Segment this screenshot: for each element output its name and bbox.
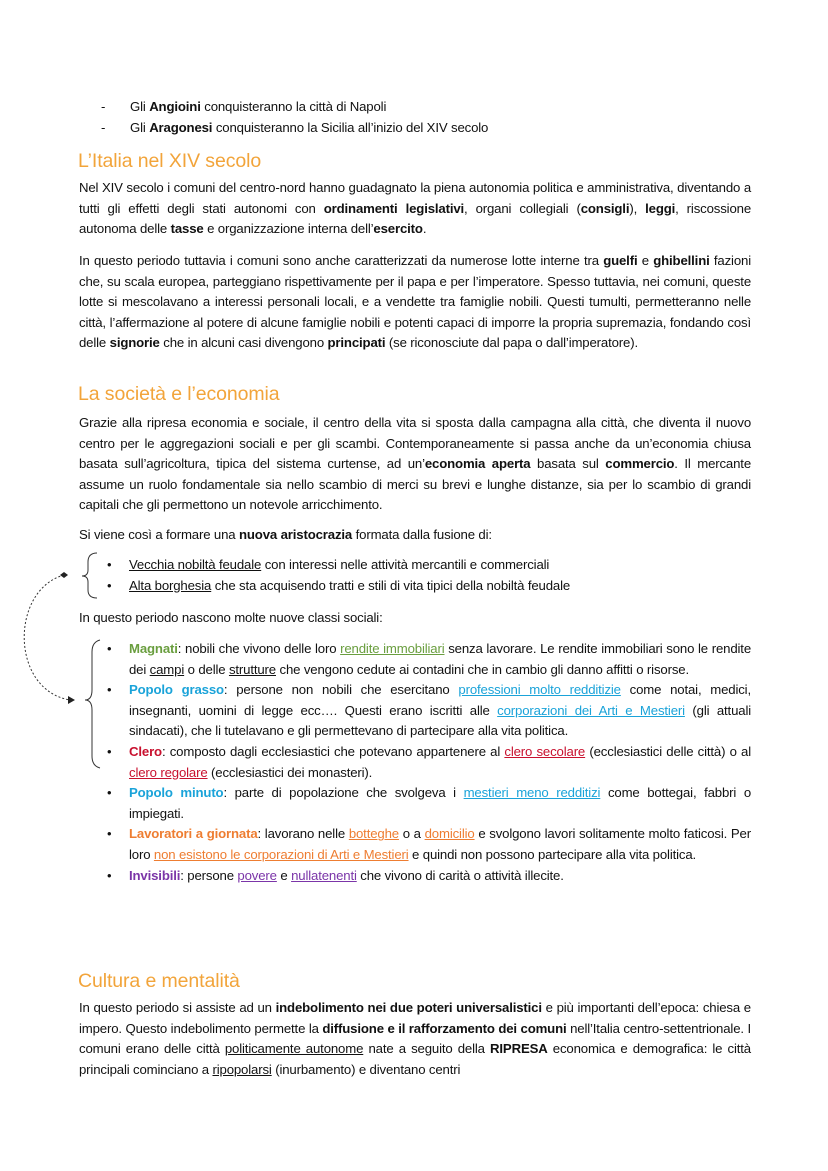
bold-term: nuova aristocrazia (239, 527, 353, 542)
bold-term: principati (327, 335, 386, 351)
brace-aristocracy (82, 553, 97, 598)
bold-term: ordinamenti legislativi (323, 200, 465, 216)
paragraph-guelfi-ghibellini (79, 251, 751, 354)
text-run: basata sul (530, 456, 606, 472)
text-run: , riscossione autonoma delle (79, 200, 751, 237)
text-run: Grazie alla ripresa economia e sociale, il centro della vita si sposta dalla campagna alla città, che diventa il nuovo centro per le aggregazioni sociali e per gli scambi. Contemporaneamente si passa anche da un’economia chiusa basata sull’agricoltura, tipica del sistema curtense, ad un’ (79, 415, 751, 472)
intro-item-aragonesi (130, 118, 730, 139)
underlined-term: politicamente autonome (224, 1041, 364, 1057)
text-run: e quindi non possono partecipare alla vita politica. (408, 846, 697, 862)
text-run: e più importanti dell’epoca: chiesa e impero. Questo indebolimento permette la (79, 1000, 751, 1036)
bold-term: RIPRESA (490, 1041, 548, 1057)
text-run: conquisteranno la Sicilia all’inizio del XIV secolo (212, 120, 489, 135)
brace-classes (85, 640, 100, 768)
text-run: ), (629, 200, 646, 216)
text-run: Gli (130, 99, 150, 114)
paragraph-autonomia (79, 178, 751, 240)
bold-term: esercito (373, 221, 423, 237)
text-run: nell’Italia centro-settentrionale. I comuni erano delle città (79, 1020, 751, 1057)
dotted-arrow-curve (24, 575, 70, 700)
bold-term: consigli (580, 200, 630, 216)
text-run: . Il mercante assume un ruolo fondamentale sia nello scambio di merci su brevi e lunghe distanze, sia per lo scambio di grandi capitali che gli permettono un notevole arricchimento. (79, 456, 752, 513)
text-run: : persone (180, 867, 238, 883)
underlined-term: domicilio (424, 826, 475, 842)
text-run: . (422, 221, 427, 237)
underlined-term: clero secolare (504, 743, 586, 759)
bold-term: diffusione e il rafforzamento dei comuni (322, 1020, 567, 1036)
text-run: Nel XIV secolo i comuni del centro-nord hanno guadagnato la piena autonomia politica e amministrativa, diventando a tutti gli effetti degli stati autonomi con (79, 180, 751, 216)
text-run: : composto dagli ecclesiastici che potevano appartenere al (161, 743, 505, 759)
paragraph-economia (79, 413, 751, 516)
text-run: e (276, 867, 292, 883)
underlined-term: corporazioni dei Arti e Mestieri (497, 702, 685, 718)
underlined-term: ripopolarsi (212, 1061, 272, 1077)
list-item (107, 866, 751, 887)
bullet-icon: • (107, 826, 112, 842)
social-classes-list (107, 639, 751, 886)
bold-term: economia aperta (424, 456, 531, 472)
text-run: e organizzazione interna dell’ (203, 221, 374, 237)
text-run: o delle (184, 661, 229, 677)
list-item (107, 824, 751, 865)
bold-term: signorie (109, 335, 160, 351)
underlined-term: rendite immobiliari (340, 641, 445, 656)
text-run: : nobili che vivono delle loro (177, 641, 341, 656)
bullet-icon: • (107, 641, 112, 656)
bold-term: Aragonesi (149, 120, 213, 135)
text-run: economica e demografica: le città principali cominciano a (79, 1041, 751, 1077)
bold-term: Clero (129, 743, 162, 759)
list-item (107, 742, 751, 783)
text-run: (ecclesiastici dei monasteri). (207, 764, 373, 780)
bold-term: Lavoratori a giornata (129, 826, 258, 842)
section-heading-cultura: Cultura e mentalità (78, 970, 240, 992)
bullet-icon: • (107, 682, 112, 698)
underlined-term: botteghe (348, 826, 399, 842)
text-run: che vivono di carità o attività illecite. (356, 867, 564, 883)
section-heading-societa: La società e l’economia (78, 383, 280, 405)
text-run: In questo periodo si assiste ad un (79, 1000, 276, 1015)
arrowhead-icon (68, 696, 75, 704)
section-heading-italia: L’Italia nel XIV secolo (78, 150, 262, 172)
intro-item-angioini (130, 97, 730, 118)
underlined-term: clero regolare (129, 764, 208, 780)
underlined-term: non esistono le corporazioni di Arti e Mestieri (153, 846, 409, 862)
list-item (107, 576, 751, 597)
text-run: che sta acquisendo tratti e stili di vita tipici della nobiltà feudale (211, 577, 571, 593)
bold-term: Popolo minuto (129, 785, 224, 801)
bullet-icon: • (107, 743, 112, 759)
underlined-term: strutture (228, 661, 276, 677)
bullet-icon: • (107, 785, 112, 801)
underlined-term: povere (237, 867, 277, 883)
text-run: (gli attuali sindacati), che li tutelavano e gli permettevano di partecipare alla vita politica. (129, 702, 752, 739)
text-run: nate a seguito della (363, 1041, 491, 1057)
bold-term: Invisibili (129, 867, 181, 883)
text-run: conquisteranno la città di Napoli (200, 99, 387, 114)
text-run: (inurbamento) e diventano centri (271, 1061, 461, 1077)
text-run: (ecclesiastici delle città) o al (585, 743, 752, 759)
bold-term: Angioini (149, 99, 201, 114)
text-run: come notai, medici, insegnanti, uomini di legge ecc…. Questi erano iscritti alle (129, 682, 751, 718)
bullet-icon: • (107, 867, 112, 883)
text-run: : lavorano nelle (257, 826, 349, 842)
text-run: (se riconosciute dal papa o dall’imperatore). (385, 335, 638, 351)
text-run: Gli (130, 120, 150, 135)
text-run: In questo periodo nascono molte nuove classi sociali: (79, 610, 383, 625)
text-run: che vengono cedute ai contadini che in cambio gli danno affitti o risorse. (275, 661, 689, 677)
aristocracy-list (107, 555, 751, 596)
paragraph-cultura (79, 998, 751, 1080)
text-run: fazioni che, su scala europea, parteggiano rispettivamente per il papa e per l’imperatore. Spesso tuttavia, nei comuni, queste lotte si mescolavano a interessi personali locali, e a vendette tra famiglie nobili. Questi tumulti, permetteranno nelle città, l’affermazione al potere di alcune famiglie nobili e potenti capaci di imporre la propria supremazia, fondando così delle (79, 253, 751, 351)
text-run: e (637, 253, 654, 268)
list-item (107, 680, 751, 742)
bold-term: Magnati (129, 641, 178, 656)
text-run: formata dalla fusione di: (352, 527, 492, 542)
dash-bullet: - (101, 99, 106, 114)
list-item (107, 639, 751, 680)
text-run: che in alcuni casi divengono (159, 335, 328, 351)
text-run: come bottegai, fabbri o impiegati. (129, 785, 751, 821)
text-run: : parte di popolazione che svolgeva i (223, 785, 464, 801)
diamond-marker (60, 572, 68, 578)
text-run: , organi collegiali ( (464, 200, 581, 216)
bold-term: ghibellini (653, 253, 710, 268)
text-run: e svolgono lavori solitamente molto faticosi. Per loro (129, 826, 751, 862)
bold-term: indebolimento nei due poteri universalistici (275, 1000, 542, 1015)
bold-term: tasse (170, 221, 204, 237)
text-run: : persone non nobili che esercitano (223, 682, 459, 698)
paragraph-aristocrazia (79, 525, 751, 546)
list-item (107, 783, 751, 824)
bold-term: commercio (605, 456, 675, 472)
dash-bullet: - (101, 120, 106, 135)
bold-term: leggi (645, 200, 676, 216)
underlined-term: Alta borghesia (129, 577, 212, 593)
text-run: In questo periodo tuttavia i comuni sono anche caratterizzati da numerose lotte interne tra (79, 253, 604, 268)
bold-term: guelfi (603, 253, 638, 268)
list-item (107, 555, 751, 576)
bullet-icon: • (107, 557, 112, 572)
text-run: Si viene così a formare una (79, 527, 239, 542)
underlined-term: nullatenenti (291, 867, 357, 883)
underlined-term: professioni molto redditizie (458, 682, 621, 698)
text-run: senza lavorare. Le rendite immobiliari sono le rendite dei (129, 641, 751, 677)
underlined-term: Vecchia nobiltà feudale (129, 557, 262, 572)
text-run: o a (398, 826, 425, 842)
underlined-term: mestieri meno redditizi (463, 785, 601, 801)
bullet-icon: • (107, 577, 112, 593)
bold-term: Popolo grasso (129, 682, 224, 698)
underlined-term: campi (149, 661, 185, 677)
paragraph-classi (79, 608, 751, 629)
text-run: con interessi nelle attività mercantili e commerciali (261, 557, 550, 572)
